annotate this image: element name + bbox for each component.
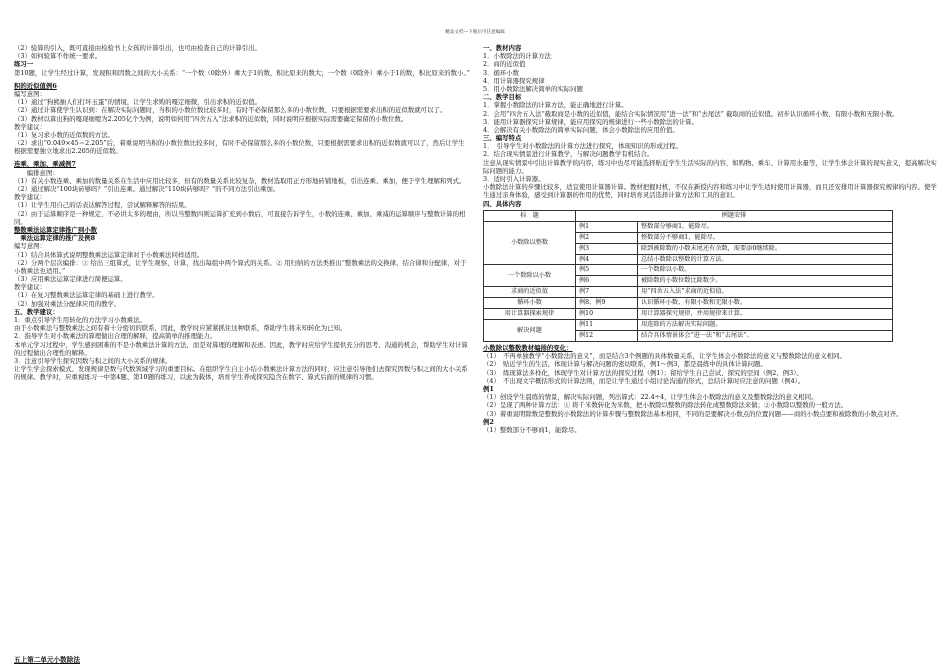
paragraph: 教学建议：: [14, 283, 46, 292]
right-column: [483, 44, 938, 434]
topic-cell: 小数除以整数: [484, 221, 576, 265]
topic-cell: 用计算器探索规律: [484, 309, 576, 320]
heading: 积的近似值例6: [14, 81, 57, 90]
heading: 练习一: [14, 60, 34, 69]
paragraph: （3）着重说明除数是整数的小数除法的计算步骤与整数除法基本相同，不同的是要解决小数点的位置问题——商的小数点要和被除数的小数点对齐。: [483, 409, 903, 418]
right-top-block: [483, 44, 938, 208]
paragraph: 4．用计算器探究规律: [483, 76, 545, 85]
paragraph: 1．掌握小数除法的计算方法，能正确地进行计算。: [483, 101, 628, 110]
example-cell: 例12: [576, 331, 638, 342]
table-header-cell: 标 题: [484, 210, 576, 221]
paragraph: 本单元学习过程中，学生感到困难的不是小数乘法计算的方法，而是对算理的理解和表述。因此，教学时应给学生提供充分的思考、沟通的机会，帮助学生对计算的过程做出合理性的解释。: [14, 340, 468, 357]
table-row: [484, 221, 893, 232]
example-cell: 例10: [576, 309, 638, 320]
heading: 五、教学建议：: [14, 307, 59, 316]
paragraph: 编写意图：: [14, 242, 46, 251]
example-cell: 例3: [576, 243, 638, 254]
paragraph: 教学建议：: [14, 193, 46, 202]
heading: 乘法运算定律的推广及例8: [14, 234, 96, 243]
paragraph: （1） 不再单独教学“小数除法的意义”，而是结合3个例题的具体数量关系，让学生体会小数除法的意义与整数除法的意义相同。: [483, 352, 846, 361]
paragraph: （1）结合具体算式说明整数乘法运算定律对于小数乘法同样适用。: [14, 250, 204, 259]
paragraph: 编排意图：: [14, 168, 59, 177]
paragraph: （2）验算的引入，既可直接由检验书上女孩的计算引出，也可由检查自己的计算引出。: [14, 44, 261, 52]
paragraph: 教学建议：: [14, 122, 46, 131]
paragraph: 1．重点引导学生用转化的方法学习小数乘法。: [14, 316, 146, 324]
left-column: [14, 44, 470, 382]
example-cell: 例4: [576, 254, 638, 265]
paragraph: （1）创设学生晨练的情景，解决实际问题，列出算式：22.4÷4，让学生体会小数除法的意义及整数除法的意义相同。: [483, 393, 818, 402]
content-cell: 一个数除以小数。: [638, 265, 893, 276]
paragraph: 4．会解决有关小数除法的简单实际问题，体会小数除法的应用价值。: [483, 125, 679, 134]
table-row: [484, 287, 893, 298]
paragraph: 小数除法计算的步骤比较多，适宜使用计算器计算。教材把握时机，不仅在新授内容和练习中让学生适时使用计算器，而且还安排用计算器探究规律的内容。使学生通过亲身体验，感受到计算器的作用的优势，同时培育灵活选择计算方法和工具的意识。: [483, 183, 937, 200]
table-row: [484, 298, 893, 309]
paragraph: 3．注意引导学生探究因数与积之间的大小关系的规律。: [14, 356, 172, 365]
content-cell: 除到被除数的小数末尾还有余数，需要添0继续除。: [638, 243, 893, 254]
paragraph: 2．会用“四舍五入法”截取商是小数的近似值，能结合实际情况用“进一法”和“去尾法” 截取商的近似值。初步认识循环小数、有限小数和无限小数。: [483, 109, 899, 118]
paragraph: 2．结合现实情景进行计算教学，与解决问题教学有机结合。: [483, 150, 654, 159]
table-row: [484, 320, 893, 331]
heading: 小数除以整数教材编排的变化：: [483, 344, 573, 352]
topic-cell: 解决问题: [484, 320, 576, 342]
content-cell: 结合具体情景体会“进一法”和“去尾法”。: [638, 331, 893, 342]
heading: 例2: [483, 417, 494, 426]
paragraph: （1）让学生用自己的话表达解答过程，尝试解释解答的结果。: [14, 201, 191, 210]
paragraph: （1）复习求小数的近似数的方法。: [14, 130, 114, 139]
paragraph: 5．用小数除法解决简单的实际问题: [483, 84, 583, 93]
paragraph: （1）通过“狗熊抽人们打坏玉蛋”的情境，让学生求购的嘎定细微，引出求积的近似值。: [14, 98, 262, 107]
heading: 连乘、乘加、乘减例7: [14, 160, 76, 169]
example-cell: 例11: [576, 320, 638, 331]
content-cell: 被除数的小数位数比除数少。: [638, 276, 893, 287]
content-cell: 认识循环小数、有限小数和无限小数。: [638, 298, 893, 309]
example-arrangement-table: [483, 210, 893, 342]
table-header-row: [484, 210, 893, 221]
paragraph: 3．能用计算器探究计算规律，能应用探究的规律进行一些小数除法的计算。: [483, 117, 698, 126]
example-cell: 例8、例9: [576, 298, 638, 309]
topic-cell: 求商的近似值: [484, 287, 576, 298]
paragraph: （1）在复习整数乘法运算定律的基础上进行教学。: [14, 291, 159, 300]
heading: 例1: [483, 384, 494, 393]
paragraph: 让学生学会探索模式、发现规律是数与代数领域学习的重要目标。在组织学生自主小结小数乘法计算方法的同时，应注意引导他们去探究因数与积之间的大小关系的规律。教学时，应重视练习一中第4题、第10题的练习，以此为载体，培育学生养成探究隐含在数字、算式后面的规律的习惯。: [14, 365, 468, 382]
example-cell: 例2: [576, 232, 638, 243]
heading: 二、教学目标: [483, 93, 522, 102]
paragraph: （2）由于运算顺序是一种规定，不必讲太多的理由，所以当整数四则运算扩充到小数后，可直接告诉学生，小数的连乘、乘加、乘减的运算顺序与整数计算的相同。: [14, 209, 466, 226]
right-bottom-block: [483, 344, 938, 434]
paragraph: 编写意图：: [14, 89, 46, 98]
paragraph: 3．适时引入计算器。: [483, 175, 545, 183]
example-cell: 例1: [576, 221, 638, 232]
heading: 整数乘法运算定律推广到小数: [14, 225, 98, 234]
paragraph: （2） 贴近学生的生活，体现计算与解决问题的密切联系，例1～例3，都是晨练中的具体计算问题。: [483, 360, 767, 369]
heading: 一、教材内容: [483, 44, 522, 52]
heading: 三、编写特点: [483, 134, 522, 143]
content-cell: 整数部分不够商1，能除尽。: [638, 232, 893, 243]
paragraph: （1）整数部分不够商1，能除尽。: [483, 425, 581, 434]
table-row: [484, 265, 893, 276]
paragraph: 3．循环小数: [483, 68, 520, 77]
paragraph: （2）加强对乘法分配律应用的教学。: [14, 299, 121, 308]
paragraph: 第10题，让学生经过计算，发现积和因数之间的大小关系：“一个数（0除外）乘大于1的数，积比原来的数大；一个数（0除外）乘小于1的数，积比原来的数小。”: [14, 68, 470, 77]
topic-cell: 循环小数: [484, 298, 576, 309]
paragraph: （3）如何验算不作统一要求。: [14, 52, 102, 61]
paragraph: 2．指导学生对小数乘法的算理做出合理的解释，提高简单的推理能力。: [14, 332, 217, 341]
section-title-decimal-division: 五上第二单元小数除法: [14, 656, 80, 664]
example-cell: 例6: [576, 276, 638, 287]
example-cell: 例5: [576, 265, 638, 276]
paragraph: 2．商的近似值: [483, 60, 526, 69]
paragraph: （3） 练现算法多样化，体现学生对计算方法的探究过程（例1）；留给学生自己尝试、探究的空间（例2、例3）。: [483, 368, 803, 377]
content-cell: 用“四舍五入法”求商的近似值。: [638, 287, 893, 298]
paragraph: （2）分两个层次编排：① 给出三组算式，让学生观察、计算，找出每组中两个算式的关系。② 用归纳的方法类推出“整数乘法的交换律、结合律和分配律，对于小数乘法也适用。”: [14, 258, 467, 275]
table-header-cell: 例题安排: [576, 210, 893, 221]
paragraph: （1）有关小数连乘、乘加的数量关系在生活中应用比较多，但有的数量关系比较复杂，教材选取用正方形地砖铺地板，引出连乘、乘加，便于学生理解和列式。: [14, 176, 466, 185]
heading: 四、具体内容: [483, 199, 522, 208]
page-header-note: 精品文档---下载后可任意编辑: [445, 30, 505, 35]
content-cell: 用计算器探究规律，并用规律来计算。: [638, 309, 893, 320]
paragraph: （2）通过计算使学生认识到：在解决实际问题时，当积的小数位数比较多时，有时不必保留那么多的小数位数，只要根据需要求出积的近似数就可以了。: [14, 106, 447, 115]
paragraph: 由于小数乘法与整数乘法之间有着十分密切的联系，因此，教学时应紧紧抓住这种联系，帮助学生将未知转化为已知。: [14, 324, 347, 333]
paragraph: （3）应用乘法运算定律进行简便运算。: [14, 275, 127, 284]
topic-cell: 一个数除以小数: [484, 265, 576, 287]
paragraph: （4） 不出现文字概括形式的计算法则，而是让学生通过小组讨论沟通的形式，总结计算时应注意的问题（例4）。: [483, 376, 805, 385]
example-cell: 例7: [576, 287, 638, 298]
paragraph: （3）教材以算出狗的嘎现细嗯为2.205亿个为例，说明如何用“四舍五入”法求积的近似数，同时说明应根据实际需要确定保留的小数位数。: [14, 114, 408, 123]
table-row: [484, 309, 893, 320]
content-cell: 总结小数除以整数的计算方法。: [638, 254, 893, 265]
paragraph: 注意从现实情景中引出计算教学的内容，练习中也尽可能选择贴近学生生活实际的内容，如购物、乘车、计算用水量等，让学生体会计算的现实意义，提高解决实际问题的能力。: [483, 158, 937, 175]
paragraph: （2）通过解决“100块砖够吗？”引出连乘。通过解决“110块砖够吗？”的不同方法引出乘加。: [14, 185, 280, 193]
content-cell: 用连除的方法解决实际问题。: [638, 320, 893, 331]
content-cell: 整数部分够商1，能除尽。: [638, 221, 893, 232]
paragraph: （2）求出“0.049×45＝2.205”后，着重说明当积的小数位数比较多时，有时不必保留那么多的小数位数，只要根据需要求出积的近似数就可以了，然后让学生根据需要独立地求出2.205的近似数。: [14, 139, 465, 156]
paragraph: 1．小数除法的计算方法: [483, 52, 551, 61]
paragraph: 1． 引导学生对小数除法的计算方法进行探究，体现知识的形成过程。: [483, 142, 682, 151]
paragraph: （2）呈现了两种计算方法：① 将千米数转化为米数，把小数除以整数的除法转化成整数除法来做；②小数除以整数的一般方法。: [483, 401, 847, 410]
